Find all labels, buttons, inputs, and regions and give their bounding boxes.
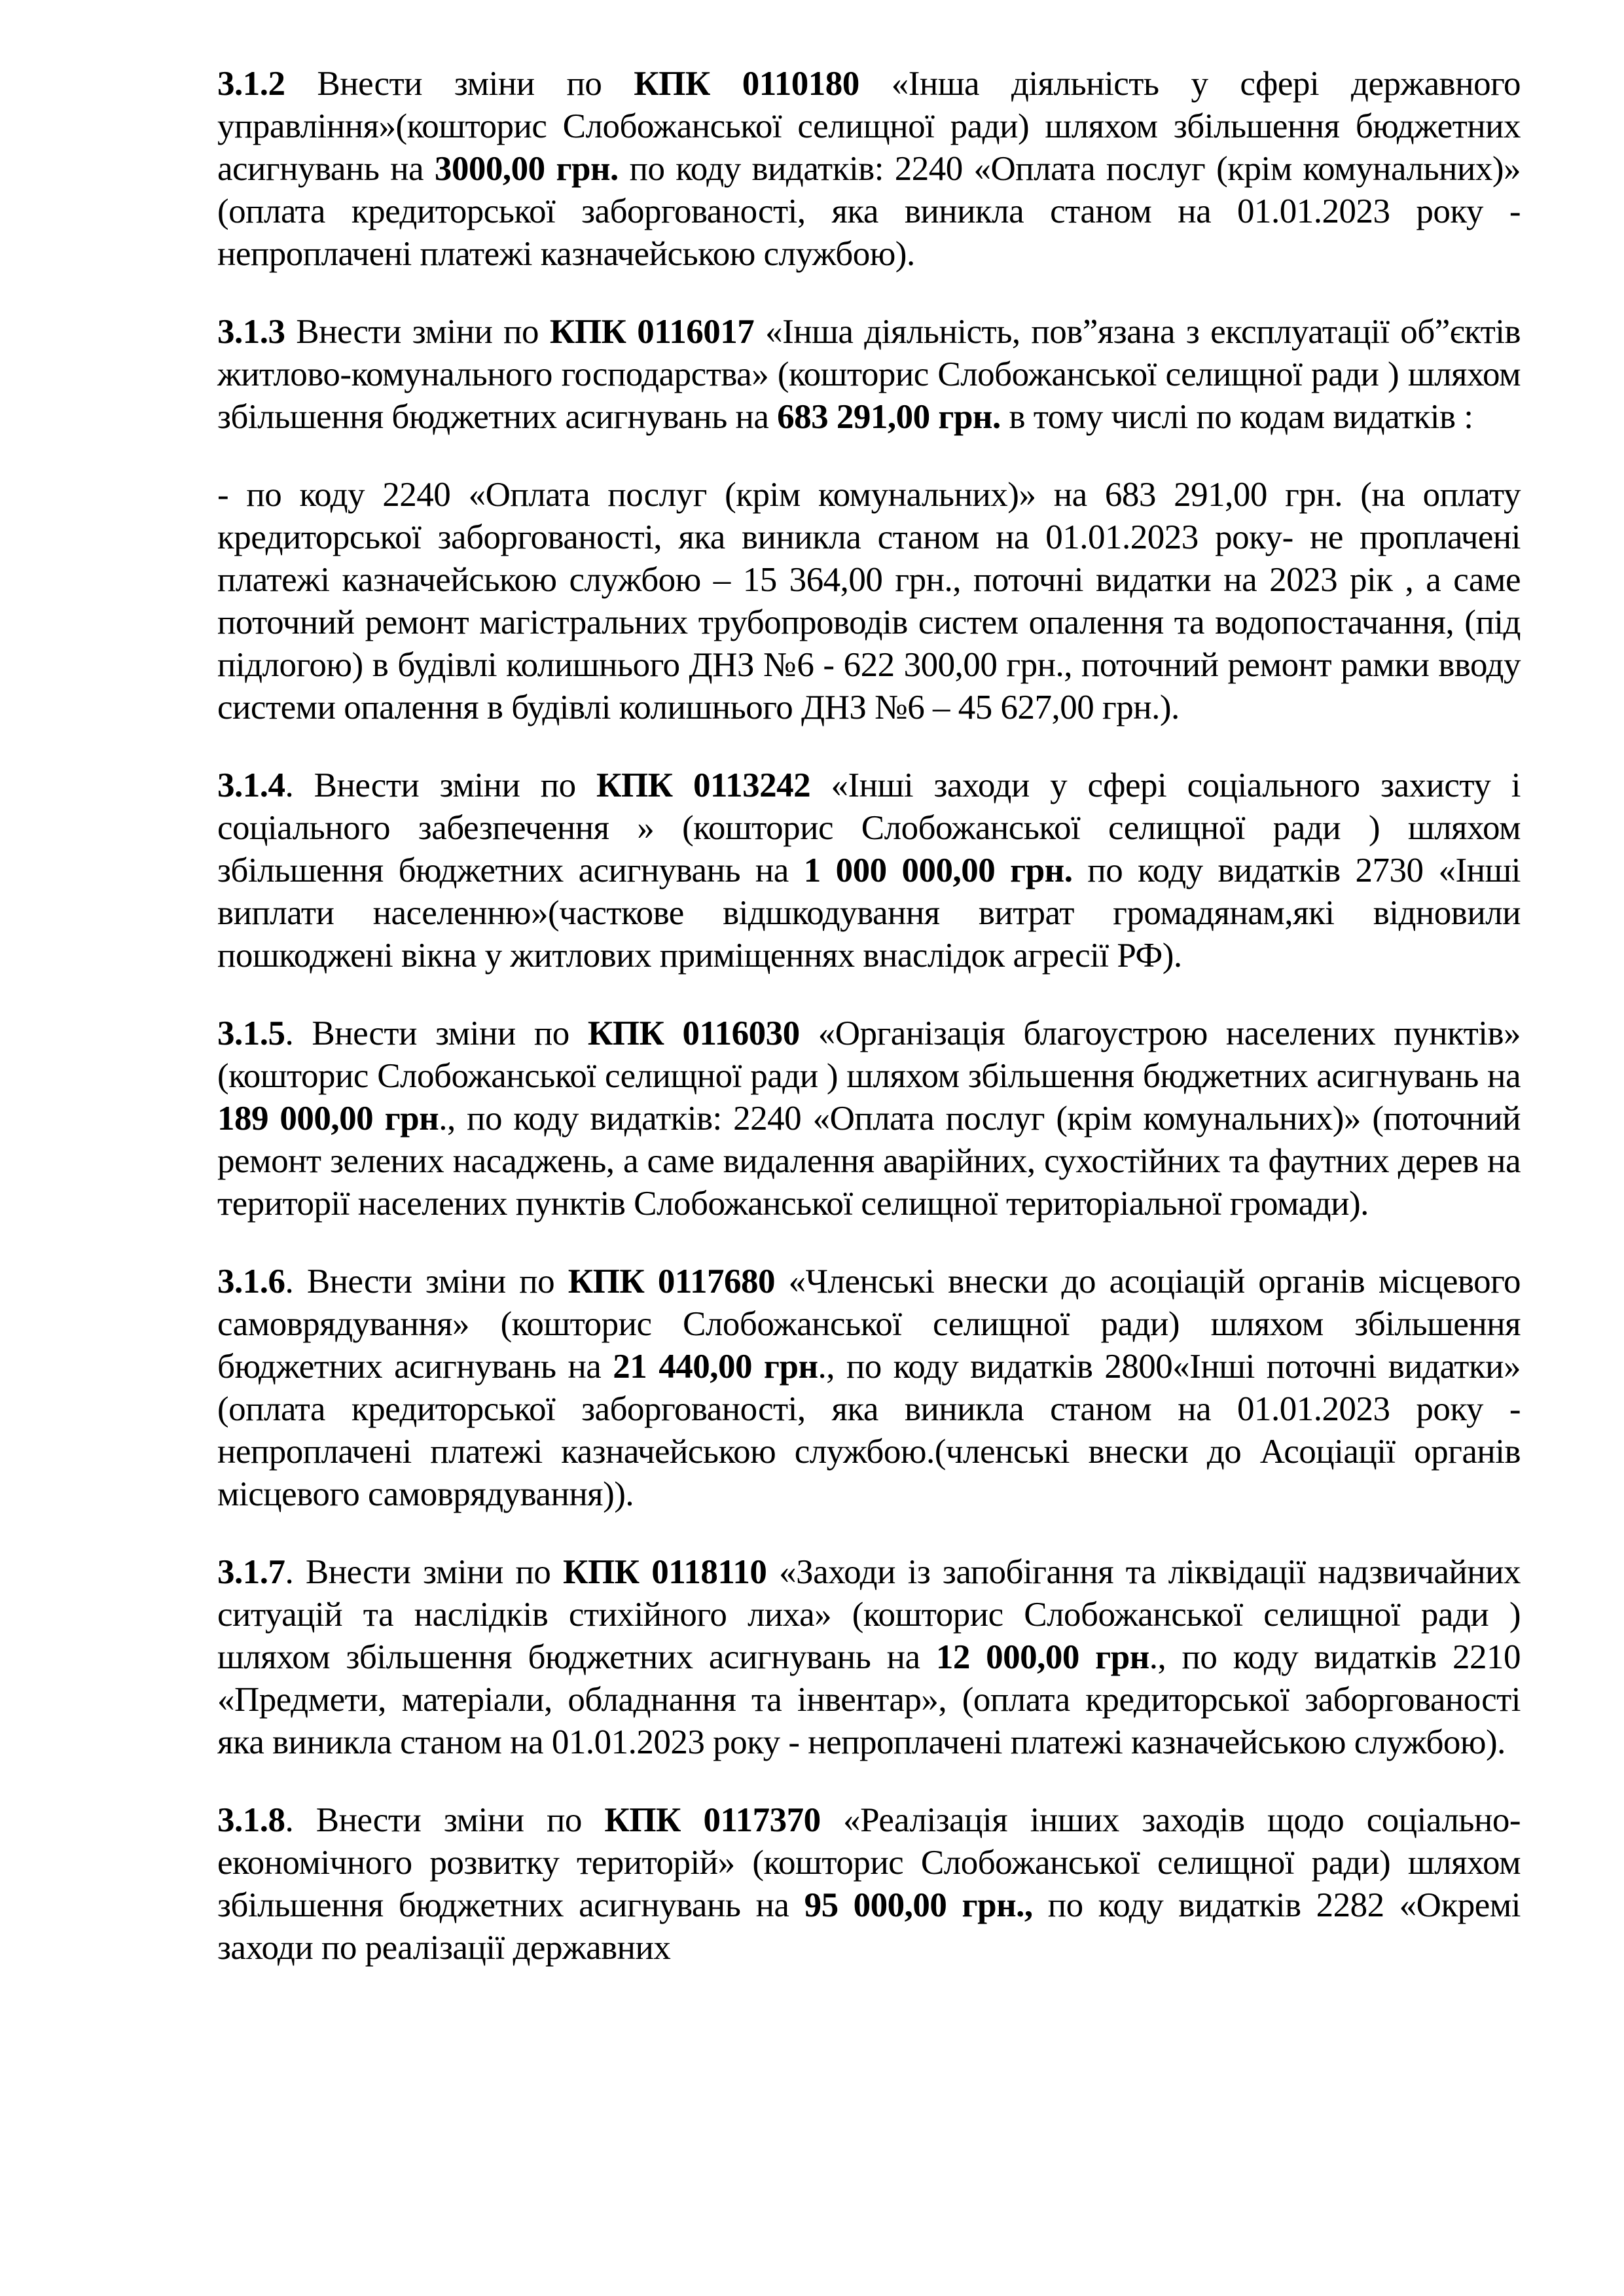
paragraph-3-1-4 [217,764,1521,977]
text-run: «Інші заходи у сфері соціального захисту і соціального забезпечення » (кошторис Слобожанської селищної ради ) шляхом збільшення бюджетних асигнувань на [217,766,1521,889]
text-run: ., по коду видатків: 2240 «Оплата послуг (крім комунальних)» (поточний ремонт зелених насаджень, а саме видалення аварійних, сухостійних та фаутних дерев на території населених пунктів Слобожанської селищної територіальної громади). [217,1100,1521,1223]
paragraphs-container [217,63,1521,1969]
text-run: «Реалізація інших заходів щодо соціально-економічного розвитку територій» (кошторис Слобожанської селищної ради) шляхом збільшення бюджетних асигнувань на [217,1801,1521,1924]
text-run: . Внести зміни по [285,1014,588,1052]
text-run-bold: КПК 0116030 [587,1014,800,1052]
text-run-bold: 189 000,00 грн [217,1100,439,1138]
text-run-bold: 3.1.7 [217,1553,285,1591]
text-run: . Внести зміни по [285,1801,605,1839]
text-run-bold: 3.1.3 [217,313,285,351]
paragraph-3-1-7 [217,1551,1521,1764]
text-run-bold: КПК 0118110 [563,1553,767,1591]
text-run: . Внести зміни по [285,1263,568,1300]
text-run-bold: 683 291,00 грн. [777,398,1001,436]
text-run-bold: 3.1.8 [217,1801,285,1839]
text-run-bold: 3.1.4 [217,766,285,804]
text-run: по коду видатків: 2240 «Оплата послуг (крім комунальних)» (оплата кредиторської заборгованості, яка виникла станом на 01.01.2023 року - непроплачені платежі казначейською службою). [217,150,1521,273]
text-run-bold: 21 440,00 грн [613,1348,818,1386]
text-run: - по коду 2240 «Оплата послуг (крім комунальних)» на 683 291,00 грн. (на оплату кредиторської заборгованості, яка виникла станом на 01.01.2023 року- не проплачені платежі казначейською службою – 15 364,00 грн., поточні видатки на 2023 рік , а саме поточний ремонт магістральних трубопроводів систем опалення та водопостачання, (під підлогою) в будівлі колишнього ДНЗ №6 - 622 300,00 грн., поточний ремонт рамки вводу системи опалення в будівлі колишнього ДНЗ №6 – 45 627,00 грн.). [217,476,1521,726]
text-run-bold: КПК 0117370 [604,1801,821,1839]
paragraph-3-1-6 [217,1261,1521,1516]
paragraph-3-1-8 [217,1799,1521,1969]
text-run: «Інша діяльність у сфері державного управління»(кошторис Слобожанської селищної ради) шляхом збільшення бюджетних асигнувань на [217,65,1521,188]
text-run: «Інша діяльність, пов”язана з експлуатації об”єктів житлово-комунального господарства» (кошторис Слобожанської селищної ради ) шляхом збільшення бюджетних асигнувань на [217,313,1521,436]
text-run: «Заходи із запобігання та ліквідації надзвичайних ситуацій та наслідків стихійного лиха» (кошторис Слобожанської селищної ради ) шляхом збільшення бюджетних асигнувань на [217,1553,1521,1676]
text-run: «Членські внески до асоціацій органів місцевого самоврядування» (кошторис Слобожанської селищної ради) шляхом збільшення бюджетних асигнувань на [217,1263,1521,1386]
paragraph-3-1-5 [217,1013,1521,1225]
text-run-bold: 3.1.5 [217,1014,285,1052]
text-run-bold: 3.1.6 [217,1263,285,1300]
text-run-bold: КПК 0110180 [634,65,859,103]
text-run: ., по коду видатків 2210 «Предмети, матеріали, обладнання та інвентар», (оплата кредиторської заборгованості яка виникла станом на 01.01.2023 року - непроплачені платежі казначейською службою). [217,1638,1521,1761]
text-run: Внести зміни по [285,313,550,351]
text-run: . Внести зміни по [285,766,597,804]
paragraph-3-1-3 [217,311,1521,439]
text-run: по коду видатків 2730 «Інші виплати населенню»(часткове відшкодування витрат громадянам,які відновили пошкоджені вікна у житлових приміщеннях внаслідок агресії РФ). [217,852,1521,975]
text-run-bold: КПК 0113242 [596,766,811,804]
text-run: «Організація благоустрою населених пунктів» (кошторис Слобожанської селищної ради ) шляхом збільшення бюджетних асигнувань на [217,1014,1521,1095]
text-run: по коду видатків 2282 «Окремі заходи по реалізації державних [217,1886,1521,1967]
text-run-bold: 12 000,00 грн [935,1638,1149,1676]
text-run-bold: 1 000 000,00 грн. [803,852,1073,889]
text-run-bold: КПК 0116017 [549,313,755,351]
text-run: в тому числі по кодам видатків : [1000,398,1473,436]
text-run-bold: 3.1.2 [217,65,285,103]
paragraph-3-1-2 [217,63,1521,276]
text-run-bold: КПК 0117680 [568,1263,775,1300]
text-run: Внести зміни по [285,65,634,103]
paragraph-code-2240-detail [217,474,1521,729]
text-run: ., по коду видатків 2800«Інші поточні видатки» (оплата кредиторської заборгованості, яка виникла станом на 01.01.2023 року - непроплачені платежі казначейською службою.(членські внески до Асоціації органів місцевого самоврядування)). [217,1348,1521,1513]
text-run-bold: 3000,00 грн. [434,150,619,188]
text-run-bold: 95 000,00 грн., [804,1886,1033,1924]
text-run: . Внести зміни по [285,1553,564,1591]
